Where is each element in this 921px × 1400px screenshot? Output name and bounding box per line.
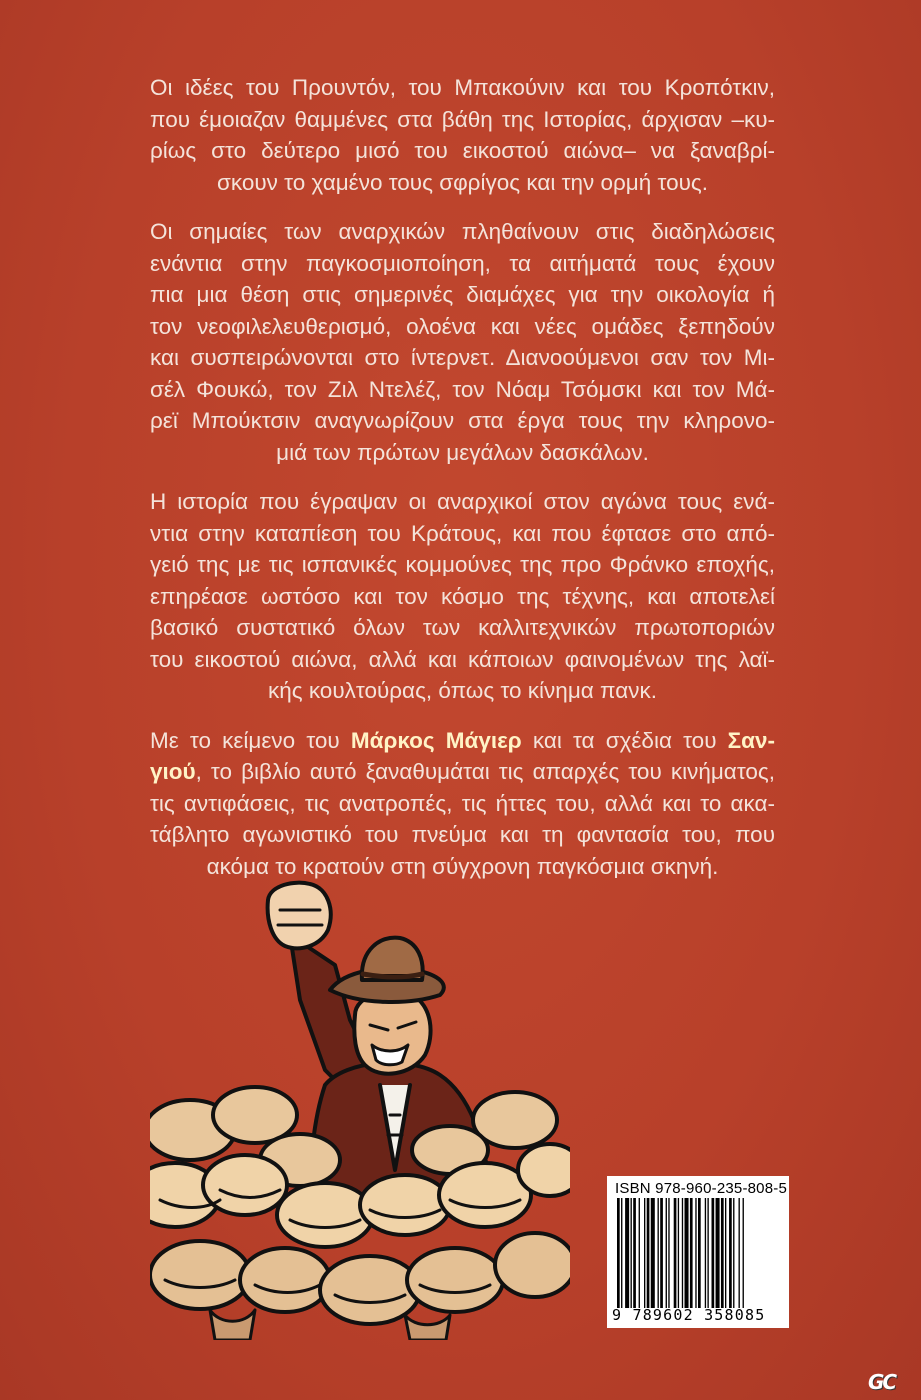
barcode-bar [639,1198,640,1308]
illustrator-name-part1: Σαν- [727,727,775,753]
barcode-bar [721,1198,724,1308]
barcode-bar [647,1198,650,1308]
barcode-bar [725,1198,726,1308]
barcode-bars [613,1198,785,1308]
blurb-paragraph-3: Η ιστορία που έγραψαν οι αναρχικοί στον αγώνα τους ενά- ντια στην καταπίεση του Κράτους, και που έφτασε στο από- γειό της με τις ισπανικές κομμούνες της προ Φράνκο εποχής, επηρέασε ωστόσο και τον κόσμο της τέχνης, και αποτελεί βασικό συστατικό όλων των καλλιτεχνικών πρωτοποριών του εικοστού αιώνα, αλλά και κάποιων φαινομένων της λαϊ- κής κουλτούρας, όπως το κίνημα πανκ. [150,489,775,703]
barcode-bar [716,1198,720,1308]
blurb-text [150,72,775,900]
barcode-digits: 9 789602 358085 [612,1306,766,1324]
barcode-bar [733,1198,734,1308]
barcode-bar [705,1198,706,1308]
barcode-bar [695,1198,696,1308]
barcode-bar [660,1198,663,1308]
barcode-bar [685,1198,689,1308]
barcode-bar [674,1198,677,1308]
barcode-bar [739,1198,740,1308]
blurb-paragraph-1: Οι ιδέες του Προυντόν, του Μπακούνιν και του Κροπότκιν, που έμοιαζαν θαμμένες στα βάθη της Ιστορίας, άρχισαν –κυ- ρίως στο δεύτερο μισό του εικοστού αιώνα– να ξαναβρί- σκουν το χαμένο τους σφρίγος και την ορμή τους. [150,75,775,195]
author-name: Μάρκος Μάγιερ [350,727,522,753]
barcode-bar [729,1198,732,1308]
barcode-bar [625,1198,629,1308]
barcode-bar [707,1198,708,1308]
barcode-bar [633,1198,636,1308]
barcode-bar [658,1198,659,1308]
barcode-bar [743,1198,744,1308]
illustrator-name-part2: γιού [150,759,196,784]
barcode-bar [668,1198,669,1308]
barcode-bar [682,1198,683,1308]
gc-watermark: GC [868,1370,896,1394]
orator-crowd-illustration [150,870,570,1340]
barcode-bar [617,1198,620,1308]
barcode-bar [666,1198,667,1308]
barcode-bar [621,1198,622,1308]
blurb-paragraph-4: Με το κείμενο του Μάρκος Μάγιερ και τα σχέδια του Σαν- γιού, το βιβλίο αυτό ξαναθυμάται τις απαρχές του κινήματος, τις αντιφάσεις, τις ανατροπές, τις ήττες του, αλλά και το ακα- τάβλητο αγωνιστικό του πνεύμα και τη φαντασία του, που ακόμα το κρατούν στη σύγχρονη παγκόσμια σκηνή. [150,727,775,879]
isbn-label: ISBN 978-960-235-808-5 [615,1180,788,1197]
barcode-bar [644,1198,645,1308]
barcode-bar [712,1198,715,1308]
barcode-bar [690,1198,693,1308]
barcode-bar [678,1198,679,1308]
barcode-bar [651,1198,655,1308]
blurb-paragraph-2: Οι σημαίες των αναρχικών πληθαίνουν στις διαδηλώσεις ενάντια στην παγκοσμιοποίηση, τα αιτήματά τους έχουν πια μια θέση στις σημερινές διαμάχες για την οικολογία ή τον νεοφιλελευθερισμό, ολοένα και νέες ομάδες ξεπηδούν και συσπειρώνονται στο ίντερνετ. Διανοούμενοι σαν τον Μι- σέλ Φουκώ, τον Ζιλ Ντελέζ, τον Νόαμ Τσόμσκι και τον Μά- ρεϊ Μπούκτσιν αναγνωρίζουν στα έργα τους την κληρονο- μιά των πρώτων μεγάλων δασκάλων. [150,219,775,465]
barcode-bar [698,1198,701,1308]
barcode-bar [631,1198,632,1308]
